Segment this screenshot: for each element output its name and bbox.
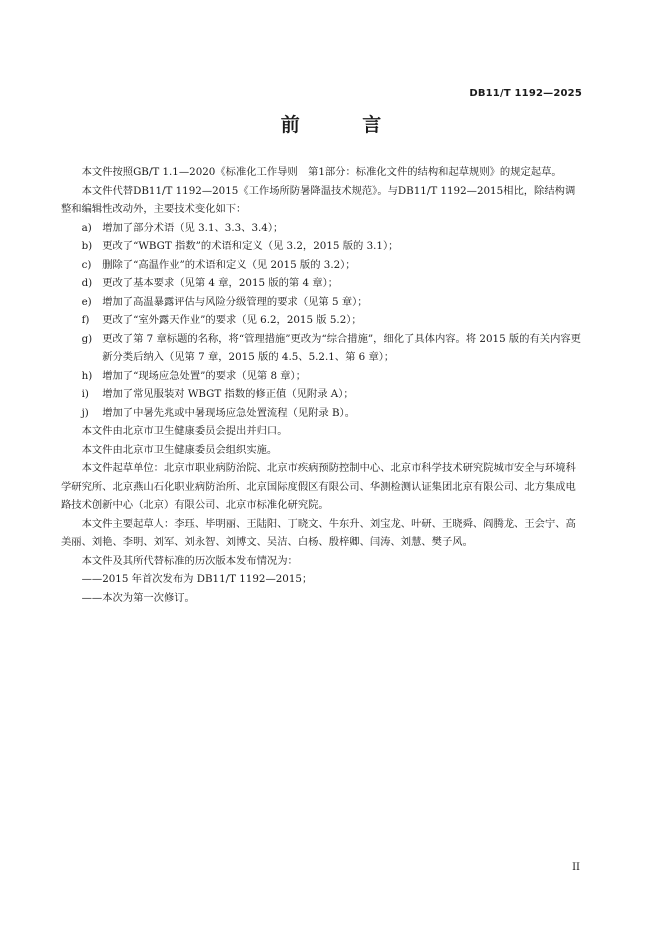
list-item-mark: j) [81,406,89,419]
list-item-text: 增加了部分术语（见 3.1、3.3、3.4）； [102,221,284,234]
list-item [61,219,585,238]
list-item-mark: d) [81,277,93,289]
list-item [61,367,585,386]
list-item [61,237,585,256]
list-item-text: 增加了常见服装对 WBGT 指数的修正值（见附录 A）； [102,388,354,400]
paragraph-drafting-units: 本文件起草单位：北京市职业病防治院、北京市疾病预防控制中心、北京市科学技术研究院城市安全与环境科学研究所、北京燕山石化职业病防治所、北京国际度假区有限公司、华测检测认证集团北京有限公司、北方集成电路技术创新中心（北京）有限公司、北京市标准化研究院。 [61,462,576,511]
list-item [61,330,585,367]
list-item-mark: e) [81,295,92,308]
document-id: DB11/T 1192—2025 [469,88,582,99]
list-item [61,385,585,404]
list-item-text: 增加了“现场应急处置”的要求（见第 8 章）； [102,369,307,382]
list-item-text: 更改了“WBGT 指数”的术语和定义（见 3.2，2015 版的 3.1）； [102,240,399,252]
list-item-text: 更改了“室外露天作业”的要求（见 6.2，2015 版 5.2）； [102,314,362,326]
list-item [61,274,585,293]
history-item: ——2015 年首次发布为 DB11/T 1192—2015； [81,573,313,585]
list-item-mark: i) [81,388,89,400]
paragraph-drafters: 本文件主要起草人：李珏、毕明丽、王陆阳、丁晓文、牛东升、刘宝龙、叶研、王晓舜、阎腾龙、王会宁、高美丽、刘艳、李明、刘军、刘永智、刘博文、吴洁、白杨、殷梓卿、闫涛、刘慧、樊子风。 [61,517,576,548]
page-title: 前 言 [280,114,410,136]
list-item [61,293,585,312]
list-item-text: 删除了“高温作业”的术语和定义（见 2015 版的 3.2）； [102,258,356,271]
list-item [61,256,585,275]
list-item-mark: g) [81,332,93,345]
list-item-mark: c) [81,258,92,271]
list-item-text: 更改了第 7 章标题的名称，将“管理措施”更改为“综合措施”，细化了具体内容。将 2015 版的有关内容更新分类后纳入（见第 7 章，2015 版的 4.5、5.2.1、第 6 章）； [102,332,581,363]
paragraph-replaces: 本文件代替DB11/T 1192—2015《工作场所防暑降温技术规范》。与DB11/T 1192—2015相比，除结构调整和编辑性改动外，主要技术变化如下： [61,184,576,215]
paragraph-proposed-by: 本文件由北京市卫生健康委员会提出并归口。 [81,425,288,437]
list-item-text: 更改了基本要求（见第 4 章，2015 版的第 4 章）； [102,277,339,289]
list-item-text: 增加了高温暴露评估与风险分级管理的要求（见第 5 章）； [102,295,368,308]
paragraph-drafting-rules: 本文件按照GB/T 1.1—2020《标准化工作导则 第1部分：标准化文件的结构和起草规则》的规定起草。 [81,166,562,178]
page-number: II [572,862,580,873]
list-item-mark: h) [81,369,93,382]
list-item [61,404,585,423]
list-item-mark: a) [81,221,92,234]
list-item [61,311,585,330]
history-item: ——本次为第一次修订。 [81,591,195,604]
paragraph-implemented-by: 本文件由北京市卫生健康委员会组织实施。 [81,443,278,456]
changes-list [61,219,585,423]
foreword-body [61,163,585,607]
list-item-mark: f) [81,314,90,326]
paragraph-history-intro: 本文件及其所代替标准的历次版本发布情况为： [81,554,298,567]
list-item-text: 增加了中暑先兆或中暑现场应急处置流程（见附录 B）。 [102,406,356,419]
list-item-mark: b) [81,240,93,252]
